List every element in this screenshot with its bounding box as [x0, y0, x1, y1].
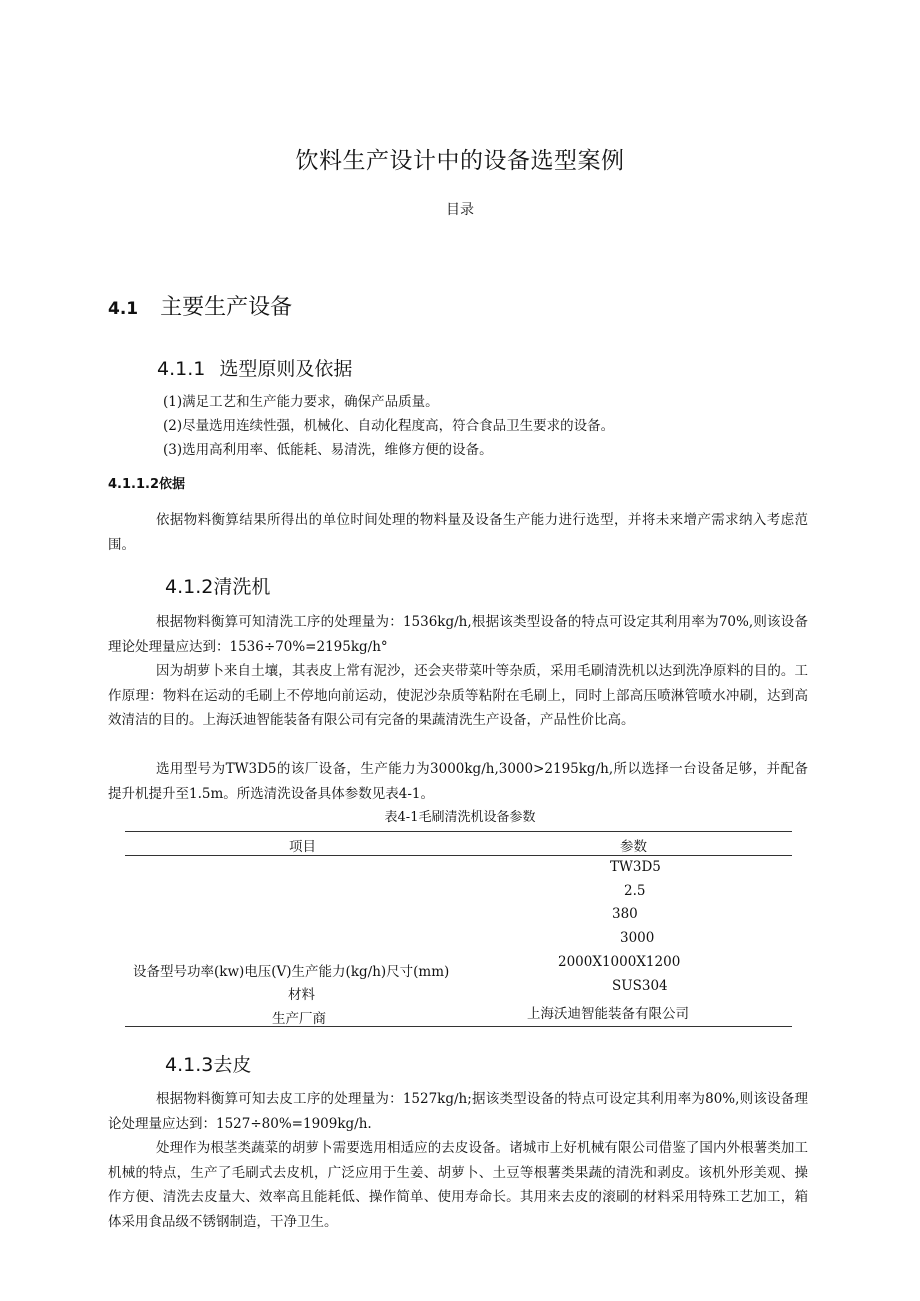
- table-value-maker: 上海沃迪智能装备有限公司: [527, 1006, 689, 1022]
- table-header-rule: [125, 855, 792, 856]
- basis-heading: 4.1.1.2依据: [108, 477, 185, 492]
- table-header-param: 参数: [620, 839, 647, 855]
- section-4-1-1-heading: [157, 354, 352, 381]
- section-4-1-3-heading: 4.1.3去皮: [165, 1054, 252, 1076]
- washer-paragraph-2: 因为胡萝卜来自土壤，其表皮上常有泥沙，还会夹带菜叶等杂质，采用毛刷清洗机以达到洗净原料的目的。工作原理：物料在运动的毛刷上不停地向前运动，使泥沙杂质等粘附在毛刷上，同时上部高压喷淋管喷水冲刷，达到高效清洁的目的。上海沃迪智能装备有限公司有完备的果蔬清洗生产设备，产品性价比高。: [108, 663, 808, 728]
- table-item-maker: 生产厂商: [272, 1011, 326, 1027]
- table-value-size: 2000X1000X1200: [558, 954, 681, 970]
- washer-paragraph-1: 根据物料衡算可知清洗工序的处理量为：1536kg∕h,根据该类型设备的特点可设定其利用率为70%,则该设备理论处理量应达到：1536÷70%=2195kg∕h°: [108, 614, 808, 655]
- table-value-power: 2.5: [624, 883, 646, 899]
- subsection-title: 选型原则及依据: [219, 358, 353, 380]
- peeling-paragraph-1: 根据物料衡算可知去皮工序的处理量为：1527kg∕h;据该类型设备的特点可设定其利用率为80%,则该设备理论处理量应达到：1527÷80%=1909kg∕h.: [108, 1091, 808, 1132]
- section-title: 主要生产设备: [160, 295, 293, 320]
- section-4-1-heading: [108, 290, 292, 321]
- toc-label: 目录: [446, 202, 474, 218]
- table-value-voltage: 380: [612, 906, 638, 922]
- basis-paragraph: 依据物料衡算结果所得出的单位时间处理的物料量及设备生产能力进行选型，并将未来增产需求纳入考虑范围。: [108, 512, 808, 553]
- washer-paragraph-3: 选用型号为TW3D5的该厂设备，生产能力为3000kg∕h,3000>2195kg∕h,所以选择一台设备足够，并配备提升机提升至1.5m。所选清洗设备具体参数见表4-1。: [108, 761, 808, 802]
- subsection-number: 4.1.1: [157, 358, 206, 380]
- table-item-material: 材料: [288, 987, 315, 1003]
- principle-item: (2)尽量选用连续性强，机械化、自动化程度高，符合食品卫生要求的设备。: [163, 418, 615, 434]
- table-caption: 表4-1毛刷清洗机设备参数: [384, 810, 536, 825]
- table-item-merged: 设备型号功率(kw)电压(V)生产能力(kg∕h)尺寸(mm): [133, 964, 450, 980]
- table-value-capacity: 3000: [620, 930, 655, 946]
- principle-item: (1)满足工艺和生产能力要求，确保产品质量。: [163, 394, 439, 410]
- table-bottom-rule: [125, 1026, 792, 1027]
- table-value-model: TW3D5: [610, 859, 661, 875]
- section-4-1-2-heading: 4.1.2清洗机: [165, 576, 271, 598]
- section-number: 4.1: [108, 299, 139, 319]
- table-header-item: 项目: [289, 839, 316, 855]
- table-top-rule: [125, 831, 792, 832]
- document-title: 饮料生产设计中的设备选型案例: [295, 148, 625, 174]
- table-value-material: SUS304: [612, 978, 668, 994]
- peeling-paragraph-2: 处理作为根茎类蔬菜的胡萝卜需要选用相适应的去皮设备。诸城市上好机械有限公司借鉴了国内外根薯类加工机械的特点，生产了毛刷式去皮机，广泛应用于生姜、胡萝卜、土豆等根薯类果蔬的清洗和剥皮。该机外形美观、操作方便、清洗去皮量大、效率高且能耗低、操作简单、使用寿命长。其用来去皮的滚刷的材料采用特殊工艺加工，箱体采用食品级不锈钢制造，干净卫生。: [108, 1140, 808, 1230]
- principle-item: (3)选用高利用率、低能耗、易清洗，维修方便的设备。: [163, 442, 493, 458]
